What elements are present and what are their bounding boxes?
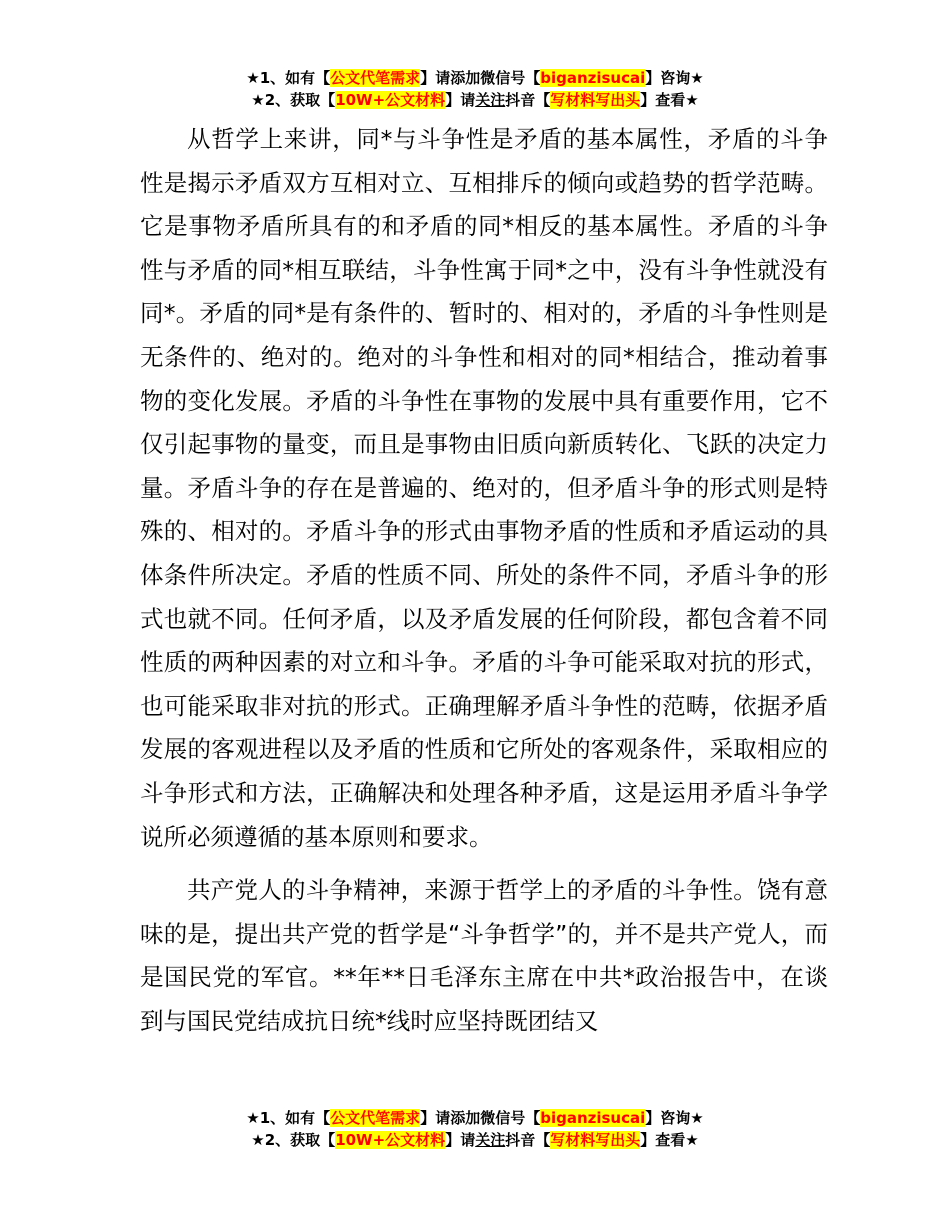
header-highlight-materials: 10W+公文材料 (335, 91, 446, 109)
header-line-1-suffix: 】咨询★ (645, 69, 704, 87)
footer-line-2-middle-2: 抖音【 (505, 1131, 551, 1149)
header-highlight-douyin-account: 写材料写出头 (550, 91, 641, 109)
header-line-1-middle: 】请添加微信号【 (420, 69, 541, 87)
footer-highlight-materials: 10W+公文材料 (335, 1131, 446, 1149)
header-banner (0, 67, 950, 111)
footer-line-2-suffix: 】查看★ (640, 1131, 699, 1149)
header-highlight-writing-service: 公文代笔需求 (330, 69, 421, 87)
footer-line-1-suffix: 】咨询★ (645, 1109, 704, 1127)
footer-highlight-writing-service: 公文代笔需求 (330, 1109, 421, 1127)
footer-line-1-prefix: ★1、如有【 (246, 1109, 331, 1127)
footer-underlined-follow: 关注 (475, 1131, 506, 1149)
document-body (140, 118, 828, 1043)
footer-highlight-douyin-account: 写材料写出头 (550, 1131, 641, 1149)
header-line-1-prefix: ★1、如有【 (246, 69, 331, 87)
footer-line-2-middle-1: 】请 (445, 1131, 476, 1149)
header-line-2-middle-2: 抖音【 (505, 91, 551, 109)
footer-line-1-middle: 】请添加微信号【 (420, 1109, 541, 1127)
paragraph-struggle-spirit: 共产党人的斗争精神，来源于哲学上的矛盾的斗争性。饶有意味的是，提出共产党的哲学是“斗争哲学”的，并不是共产党人，而是国民党的军官。**年**日毛泽东主席在中共*政治报告中，在谈到与国民党结成抗日统*线时应坚持既团结又 (140, 876, 828, 1035)
footer-highlight-wechat-id: biganzisucai (540, 1109, 646, 1127)
footer-banner (0, 1107, 950, 1151)
header-line-2-middle-1: 】请 (445, 91, 476, 109)
header-underlined-follow: 关注 (475, 91, 506, 109)
header-highlight-wechat-id: biganzisucai (540, 69, 646, 87)
footer-line-2 (0, 1129, 950, 1151)
header-line-2-prefix: ★2、获取【 (251, 91, 336, 109)
header-line-2 (0, 89, 950, 111)
footer-line-2-prefix: ★2、获取【 (251, 1131, 336, 1149)
header-line-2-suffix: 】查看★ (640, 91, 699, 109)
footer-line-1 (0, 1107, 950, 1129)
header-line-1 (0, 67, 950, 89)
paragraph-contradiction-struggle: 从哲学上来讲，同*与斗争性是矛盾的基本属性，矛盾的斗争性是揭示矛盾双方互相对立、互相排斥的倾向或趋势的哲学范畴。它是事物矛盾所具有的和矛盾的同*相反的基本属性。矛盾的斗争性与矛盾的同*相互联结，斗争性寓于同*之中，没有斗争性就没有同*。矛盾的同*是有条件的、暂时的、相对的，矛盾的斗争性则是无条件的、绝对的。绝对的斗争性和相对的同*相结合，推动着事物的变化发展。矛盾的斗争性在事物的发展中具有重要作用，它不仅引起事物的量变，而且是事物由旧质向新质转化、飞跃的决定力量。矛盾斗争的存在是普遍的、绝对的，但矛盾斗争的形式则是特殊的、相对的。矛盾斗争的形式由事物矛盾的性质和矛盾运动的具体条件所决定。矛盾的性质不同、所处的条件不同，矛盾斗争的形式也就不同。任何矛盾，以及矛盾发展的任何阶段，都包含着不同性质的两种因素的对立和斗争。矛盾的斗争可能采取对抗的形式，也可能采取非对抗的形式。正确理解矛盾斗争性的范畴，依据矛盾发展的客观进程以及矛盾的性质和它所处的客观条件，采取相应的斗争形式和方法，正确解决和处理各种矛盾，这是运用矛盾斗争学说所必须遵循的基本原则和要求。 (140, 125, 828, 851)
